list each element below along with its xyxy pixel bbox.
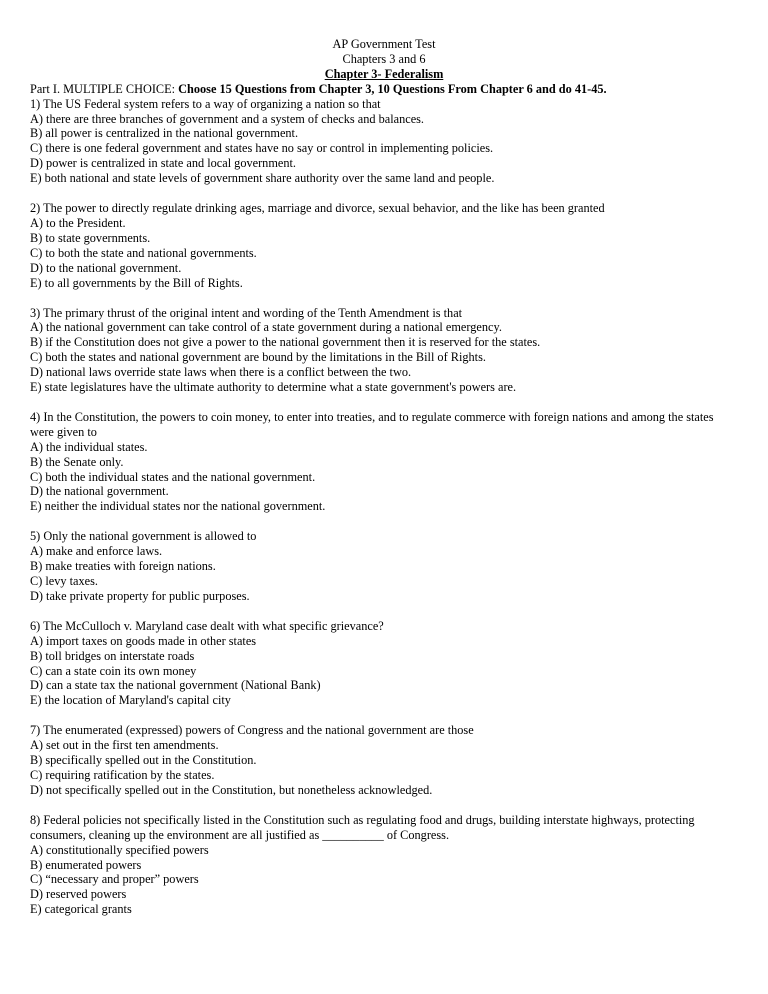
question-3 [30,306,738,395]
question-8 [30,813,738,917]
answer-option: D) the national government. [30,484,169,499]
answer-option: A) the individual states. [30,439,148,454]
answer-option: E) categorical grants [30,902,132,917]
answer-option: A) constitutionally specified powers [30,842,209,857]
question-stem: 7) The enumerated (expressed) powers of Congress and the national government are those [30,723,474,738]
answer-option: B) make treaties with foreign nations. [30,559,216,574]
question-1 [30,97,738,186]
answer-option: B) to state governments. [30,230,151,245]
answer-option: B) specifically spelled out in the Constitution. [30,753,257,768]
answer-option: A) the national government can take control of a state government during a national emergency. [30,320,502,335]
answer-option: D) power is centralized in state and local government. [30,156,296,171]
answer-option: B) the Senate only. [30,454,124,469]
question-stem: 3) The primary thrust of the original intent and wording of the Tenth Amendment is that [30,305,463,320]
document-title: AP Government Test [332,37,436,51]
question-stem: 1) The US Federal system refers to a way of organizing a nation so that [30,96,381,111]
answer-option: E) neither the individual states nor the national government. [30,499,326,514]
question-stem: 6) The McCulloch v. Maryland case dealt with what specific grievance? [30,618,384,633]
answer-option: B) if the Constitution does not give a power to the national government then it is reserved for the states. [30,335,541,350]
chapter-heading: Chapter 3- Federalism [324,66,444,81]
answer-option: C) requiring ratification by the states. [30,767,215,782]
answer-option: A) make and enforce laws. [30,544,163,559]
document-header [30,37,738,82]
answer-option: E) both national and state levels of government share authority over the same land and people. [30,171,495,186]
question-list [30,97,738,918]
question-stem: 4) In the Constitution, the powers to coin money, to enter into treaties, and to regulate commerce with foreign nations and among the states were given to [30,409,714,439]
question-stem: 8) Federal policies not specifically listed in the Constitution such as regulating food and drugs, building interstate highways, protecting consumers, cleaning up the environment are all justified as __________ of Congress. [30,812,695,842]
question-7 [30,723,738,798]
answer-option: C) both the individual states and the national government. [30,469,316,484]
answer-option: E) the location of Maryland's capital city [30,693,231,708]
answer-option: A) import taxes on goods made in other states [30,633,257,648]
part-instructions [30,82,738,97]
answer-option: C) “necessary and proper” powers [30,872,199,887]
part-instruction: Choose 15 Questions from Chapter 3, 10 Questions From Chapter 6 and do 41-45. [178,81,607,96]
question-stem: 5) Only the national government is allowed to [30,529,257,544]
answer-option: A) to the President. [30,215,126,230]
answer-option: D) to the national government. [30,260,182,275]
answer-option: C) levy taxes. [30,574,98,588]
answer-option: D) not specifically spelled out in the Constitution, but nonetheless acknowledged. [30,782,433,797]
answer-option: A) there are three branches of government and a system of checks and balances. [30,111,425,126]
answer-option: C) both the states and national government are bound by the limitations in the Bill of Rights. [30,350,486,365]
answer-option: D) reserved powers [30,887,127,902]
answer-option: C) can a state coin its own money [30,663,197,678]
question-5 [30,529,738,604]
question-2 [30,201,738,290]
answer-option: C) there is one federal government and states have no say or control in implementing policies. [30,141,494,156]
part-label: Part I. MULTIPLE CHOICE: [30,81,179,96]
question-4 [30,410,738,514]
answer-option: B) all power is centralized in the national government. [30,126,299,141]
answer-option: E) to all governments by the Bill of Rights. [30,275,243,290]
answer-option: B) toll bridges on interstate roads [30,648,195,663]
answer-option: A) set out in the first ten amendments. [30,738,219,753]
answer-option: D) take private property for public purposes. [30,588,250,603]
answer-option: C) to both the state and national governments. [30,245,257,260]
answer-option: B) enumerated powers [30,857,142,872]
answer-option: E) state legislatures have the ultimate authority to determine what a state government's powers are. [30,380,517,395]
answer-option: D) can a state tax the national government (National Bank) [30,678,321,693]
answer-option: D) national laws override state laws when there is a conflict between the two. [30,365,412,380]
question-6 [30,619,738,708]
document-subtitle: Chapters 3 and 6 [342,51,426,66]
question-stem: 2) The power to directly regulate drinking ages, marriage and divorce, sexual behavior, and the like has been granted [30,201,605,216]
